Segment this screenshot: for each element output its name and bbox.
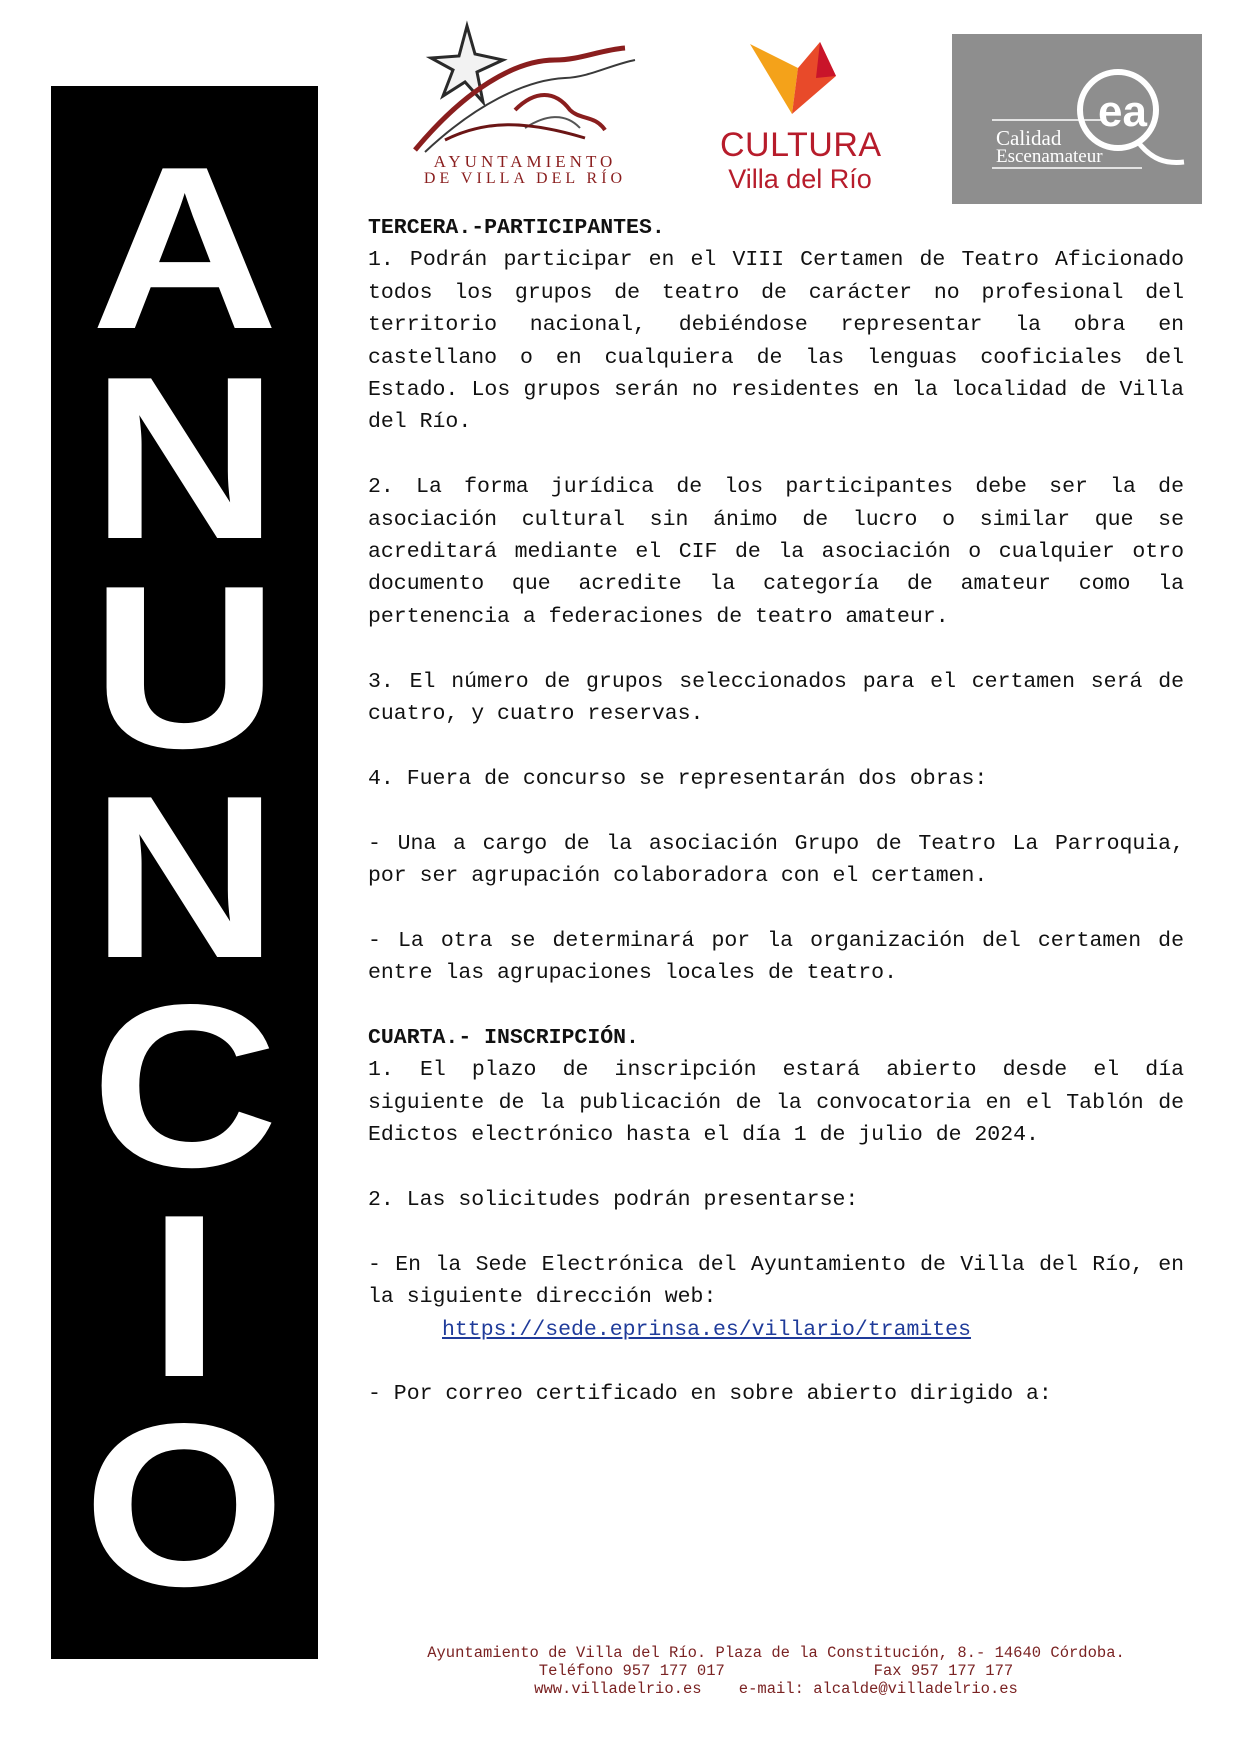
paragraph: - Por correo certificado en sobre abierto dirigido a:: [368, 1382, 1052, 1407]
footer: [368, 1644, 1184, 1698]
cultura-logo: [720, 38, 880, 198]
paragraph: 3. El número de grupos seleccionados para el certamen será de cuatro, y cuatro reservas.: [368, 669, 1184, 727]
paragraph: 1. Podrán participar en el VIII Certamen de Teatro Aficionado todos los grupos de teatro de carácter no profesional del territorio nacional, debiéndose representar la obra en castellano o en cualquiera de las lenguas cooficiales del Estado. Los grupos serán no residentes en la localidad de Villa del Río.: [368, 248, 1184, 435]
paragraph: 1. El plazo de inscripción estará abierto desde el día siguiente de la publicación de la convocatoria en el Tablón de Edictos electrónico hasta el día 1 de julio de 2024.: [368, 1058, 1184, 1148]
footer-fax: Fax 957 177 177: [873, 1662, 1014, 1680]
cultura-subtitle: Villa del Río: [728, 164, 872, 194]
banner-letter: U: [90, 538, 279, 797]
ayuntamiento-name-line1: AYUNTAMIENTO: [433, 152, 617, 171]
ayuntamiento-emblem-icon: [405, 20, 645, 155]
calidad-line1: Calidad: [996, 126, 1062, 150]
document-body: [368, 212, 1184, 1411]
banner-letter: N: [90, 328, 279, 588]
section-heading-tercera: TERCERA.-PARTICIPANTES.: [368, 216, 665, 240]
anuncio-banner: [51, 86, 318, 1659]
cultura-title: CULTURA: [720, 126, 882, 164]
calidad-line2: Escenamateur: [996, 146, 1103, 167]
paragraph: - Una a cargo de la asociación Grupo de Teatro La Parroquia, por ser agrupación colaboradora con el certamen.: [368, 831, 1184, 889]
banner-letter: I: [148, 1166, 221, 1426]
banner-letter: C: [90, 957, 279, 1216]
banner-letter: N: [90, 747, 279, 1007]
paragraph: 4. Fuera de concurso se representarán dos obras:: [368, 766, 988, 791]
calidad-escenamateur-logo: [952, 34, 1202, 204]
banner-letter: O: [83, 1376, 286, 1635]
footer-address: Ayuntamiento de Villa del Río. Plaza de la Constitución, 8.- 14640 Córdoba.: [427, 1644, 1125, 1662]
svg-text:ea: ea: [1098, 87, 1147, 136]
footer-email: e-mail: alcalde@villadelrio.es: [738, 1680, 1018, 1698]
ayuntamiento-name-line2: DE VILLA DEL RÍO: [423, 170, 627, 187]
paragraph: 2. Las solicitudes podrán presentarse:: [368, 1188, 859, 1213]
footer-phone: Teléfono 957 177 017: [538, 1662, 725, 1680]
sede-electronica-link[interactable]: https://sede.eprinsa.es/villario/tramites: [442, 1317, 971, 1342]
ayuntamiento-logo: [405, 20, 645, 195]
calidad-emblem-icon: [952, 34, 1202, 204]
banner-letter: A: [90, 119, 279, 378]
paragraph: - En la Sede Electrónica del Ayuntamiento de Villa del Río, en la siguiente dirección web:: [368, 1252, 1184, 1310]
cultura-bird-icon: [720, 38, 880, 128]
paragraph: - La otra se determinará por la organización del certamen de entre las agrupaciones locales de teatro.: [368, 928, 1184, 986]
section-heading-cuarta: CUARTA.- INSCRIPCIÓN.: [368, 1026, 639, 1051]
paragraph: 2. La forma jurídica de los participantes debe ser la de asociación cultural sin ánimo de lucro o similar que se acreditará mediante el CIF de la asociación o cualquier otro documento que acredite la categoría de amateur como la pertenencia a federaciones de teatro amateur.: [368, 475, 1184, 629]
footer-web: www.villadelrio.es: [534, 1680, 702, 1698]
